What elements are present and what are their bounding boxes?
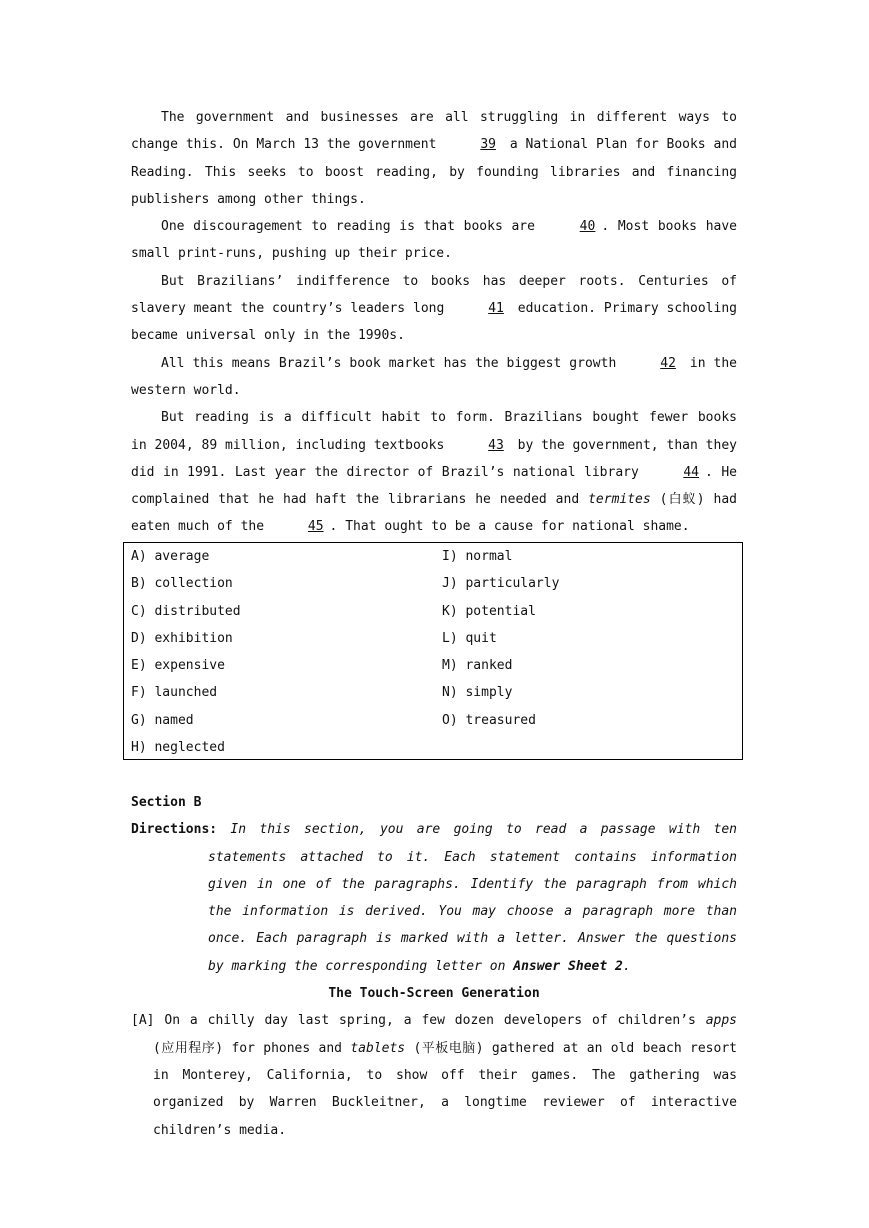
option-item: A) average — [131, 549, 210, 564]
italic-term: apps — [705, 1013, 737, 1029]
text: . — [622, 958, 631, 974]
text: education. Primary schooling became universal only in the 1990s. — [131, 301, 737, 344]
option-item: I) normal — [442, 549, 513, 564]
option-item: C) distributed — [131, 603, 241, 619]
option-item: O) treasured — [442, 712, 536, 728]
blank-39: 39 — [480, 137, 496, 153]
article-paragraph-a — [131, 1007, 737, 1143]
blank-43: 43 — [488, 437, 504, 453]
text: One discouragement to reading is that books are — [161, 219, 544, 235]
directions-text: In this section, you are going to read a passage with ten statements attached to it. Each statement contains information given in one of the paragraphs. Identify the paragraph from which the information is derived. You may choose a paragraph more than once. Each paragraph is marked with a letter. Answer the questions by marking the corresponding letter on — [208, 822, 737, 974]
directions-block — [131, 816, 737, 980]
paragraph-label: [A] — [131, 1013, 165, 1029]
article-title: The Touch-Screen Generation — [328, 986, 540, 1002]
text: . That ought to be a cause for national shame. — [329, 519, 690, 535]
blank-40: 40 — [579, 219, 596, 235]
text: . He complained that he had haft the librarians he needed and — [131, 464, 737, 508]
directions — [131, 816, 737, 980]
text: On a chilly day last spring, a few dozen developers of children’s — [164, 1013, 706, 1029]
word-bank-right-column — [442, 543, 559, 734]
italic-term: tablets — [350, 1040, 406, 1056]
text: in the western world. — [131, 355, 737, 398]
option-item: K) potential — [442, 603, 536, 619]
text: a National Plan for Books and Reading. This seeks to boost reading, by founding libraries and financing publishers among other things. — [131, 137, 737, 207]
option-item: L) quit — [442, 630, 497, 646]
option-item: G) named — [131, 712, 194, 728]
paragraph-3 — [131, 268, 737, 350]
text: (平板电脑) gathered at an old beach resort in Monterey, California, to show off their games. The gathering was organized by Warren Buckleitner, a longtime reviewer of interactive children’s media. — [153, 1040, 737, 1138]
option-item: H) neglected — [131, 740, 225, 756]
passage — [131, 104, 737, 541]
option-item: M) ranked — [442, 658, 513, 674]
blank-41: 41 — [488, 301, 504, 317]
text: (应用程序) for phones and — [153, 1040, 351, 1056]
section-b — [131, 789, 737, 1144]
text: But Brazilians’ indifference to books has deeper roots. Centuries of slavery meant the country’s leaders long — [131, 273, 737, 317]
blank-45: 45 — [307, 519, 324, 535]
section-heading: Section B — [131, 795, 202, 810]
text: . Most books have small print-runs, pushing up their price. — [131, 219, 737, 262]
paragraph-4 — [131, 350, 737, 405]
option-item: B) collection — [131, 576, 233, 592]
blank-44: 44 — [683, 464, 699, 480]
word-bank — [123, 542, 743, 760]
paragraph-1 — [131, 104, 737, 213]
option-item: J) particularly — [442, 576, 560, 592]
option-item: D) exhibition — [131, 630, 233, 646]
option-item: N) simply — [442, 685, 513, 701]
italic-term: termites — [588, 492, 651, 508]
text: (白蚁) had eaten much of the — [131, 492, 737, 535]
text: All this means Brazil’s book market has the biggest growth — [161, 355, 625, 371]
word-bank-left-column — [131, 543, 241, 761]
text: But reading is a difficult habit to form. Brazilians bought fewer books in 2004, 89 million, including textbooks — [131, 410, 737, 453]
text: The government and businesses are all struggling in different ways to change this. On March 13 the government — [131, 110, 737, 153]
blank-42: 42 — [660, 355, 676, 371]
option-item: F) launched — [131, 685, 218, 701]
paragraph-5 — [131, 404, 737, 540]
text: by the government, than they did in 1991. Last year the director of Brazil’s national library — [131, 437, 737, 480]
directions-label: Directions: — [131, 822, 218, 838]
paragraph-2 — [131, 213, 737, 268]
option-item: E) expensive — [131, 658, 225, 674]
answer-sheet-label: Answer Sheet 2 — [513, 958, 623, 974]
